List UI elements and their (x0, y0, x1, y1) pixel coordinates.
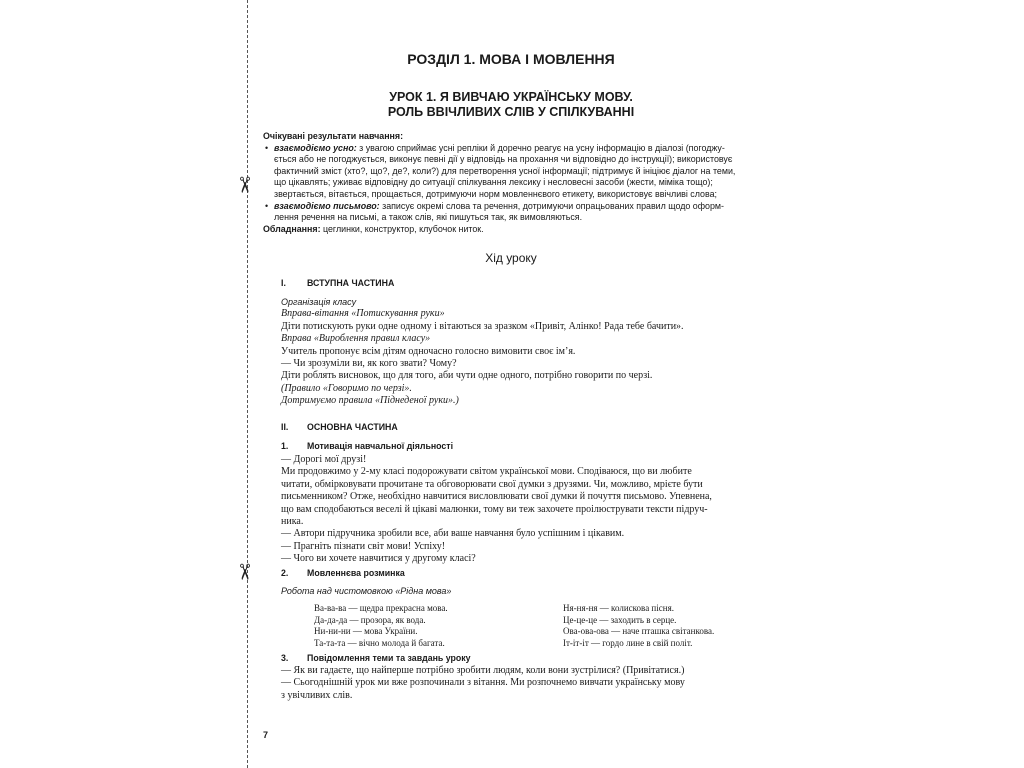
results-heading: Очікувані результати навчання: (263, 131, 404, 141)
lesson-title (263, 90, 759, 120)
subsection-heading-motivation: 1. Мотивація навчальної діяльності (281, 441, 454, 451)
scissors-icon: ✂ (231, 562, 257, 582)
oral-label: взаємодіємо усно: (274, 142, 357, 153)
section-heading-main: ІІ. ОСНОВНА ЧАСТИНА (281, 422, 398, 432)
lesson-title-line-1: УРОК 1. Я ВИВЧАЮ УКРАЇНСЬКУ МОВУ. (389, 90, 633, 104)
topic-text: — Як ви гадаєте, що найперше потрібно зробити людям, коли вони зустрілися? (Привітатися.) — Сьогоднішній урок ми вже розпочинали з вітання. Ми розпочнемо вивчати українську мову з увічливих слів. (281, 665, 685, 701)
written-label: взаємодіємо письмово: (274, 200, 380, 211)
bullet-icon: • (265, 142, 269, 153)
expected-results (263, 131, 759, 235)
equipment: Обладнання: цеглинки, конструктор, клубочок ниток. (263, 223, 484, 234)
subsection-heading-warmup: 2. Мовленнєва розминка (281, 568, 405, 578)
intro-text: Організація класу Вправа-вітання «Потискування руки» Діти потискують руки одне одному і вітаються за зразком «Привіт, Алінко! Рада тебе бачити». Вправа «Вироблення правил класу» Учитель пропонує всім дітям одночасно голосно вимовити своє ім’я. — Чи зрозуміли ви, як кого звати? Чому? Діти роблять висновок, що для того, аби чути одне одного, потрібно говорити по черзі. (Правило «Говоримо по черзі». Дотримуємо правила «Піднеденої руки».) (281, 297, 684, 407)
warmup-caption: Робота над чистомовкою «Рідна мова» (281, 586, 452, 596)
document-page (263, 0, 759, 768)
subsection-heading-topic: 3. Повідомлення теми та завдань уроку (281, 653, 471, 663)
cut-line (247, 0, 248, 768)
lesson-title-line-2: РОЛЬ ВВІЧЛИВИХ СЛІВ У СПІЛКУВАННІ (387, 105, 635, 119)
chapter-title: РОЗДІЛ 1. МОВА І МОВЛЕННЯ (407, 51, 615, 67)
poem-right: Ня-ня-ня — колискова пісня. Це-це-це — заходить в серце. Ова-ова-ова — наче пташка світанкова. Іт-іт-іт — гордо лине в свій політ. (563, 603, 715, 648)
lesson-course-heading: Хід уроку (485, 251, 537, 265)
bullet-icon: • (265, 200, 269, 211)
oral-bullet: • взаємодіємо усно: з увагою сприймає усні репліки й доречно реагує на усну інформацію в діалозі (погоджу- ється або не погоджується, виконує певні дії у відповідь на прохання чи відповідно до інструкції); використовує фактичний зміст (хто?, що?, де?, коли?) для перетворення усної інформації; підтримує й ініціює діалог на теми, що цікавлять; уживає відповідну до ситуації спілкування лексику і несловесні засоби (жести, міміка тощо); звертається, вітається, прощається, дотримуючи норм мовленнєвого етикету, використовує ввічливі слова; (265, 142, 736, 199)
motivation-text: — Дорогі мої друзі! Ми продовжимо у 2-му класі подорожувати світом української мови. Сподіваюся, що ви любите читати, обмірковувати прочитане та обговорювати свої думки з друзями. Чи, можливо, мрієте бути письменником? Отже, необхідно навчитися висловлювати свої думки й почуття письмово. Упевнена, що вам сподобаються веселі й цікаві малюнки, тому ви теж захочете проілюструвати тексти підруч- ника. — Автори підручника зробили все, аби ваше навчання було успішним і цікавим. — Прагніть пізнати світ мови! Успіху! — Чого ви хочете навчитися у другому класі? (281, 454, 712, 565)
poem-left: Ва-ва-ва — щедра прекрасна мова. Да-да-да — прозора, як вода. Ни-ни-ни — мова України. Та-та-та — вічно молода й багата. (314, 603, 448, 648)
page-number: 7 (263, 730, 269, 740)
written-bullet: • взаємодіємо письмово: записує окремі слова та речення, дотримуючи опрацьованих правил щодо оформ- лення речення на письмі, а також слів, які пишуться так, як вимовляються. (265, 200, 724, 223)
scissors-icon: ✂ (231, 175, 257, 195)
section-heading-intro: І. ВСТУПНА ЧАСТИНА (281, 278, 395, 288)
